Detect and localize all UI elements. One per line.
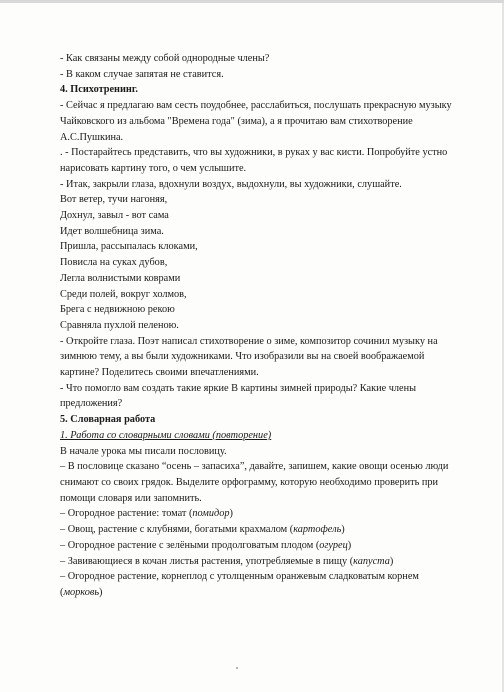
poem-line: Легла волнистыми коврами <box>60 272 181 284</box>
riddle-close: ) <box>229 508 233 520</box>
text-line: снимают со своих грядок. Выделите орфограмму, которую необходимо проверить при <box>60 476 439 488</box>
text-line: . - Постарайтесь представить, что вы художники, в руках у вас кисти. Попробуйте устно <box>60 147 448 159</box>
riddle-text: – Огородное растение, корнеплод с утолщенным оранжевым сладковатым корнем <box>60 571 419 583</box>
riddle-line <box>60 585 460 601</box>
riddle-answer: картофель <box>293 524 342 536</box>
riddle-answer: огурец <box>319 539 348 551</box>
section-heading: 4. Психотренинг. <box>60 84 138 96</box>
riddle-answer: капуста <box>353 555 390 567</box>
text-line: помощи словаря или запомнить. <box>60 492 202 504</box>
text-line: - В каком случае запятая не ставится. <box>60 68 224 80</box>
riddle-open: ( <box>60 586 64 598</box>
riddle-close: ) <box>389 555 394 567</box>
riddle-line <box>60 554 460 570</box>
riddle-text: – Огородное растение: томат ( <box>60 508 193 520</box>
text-line: - Откройте глаза. Поэт написал стихотворение о зиме, композитор сочинил музыку на <box>60 335 438 347</box>
poem-line: Брега с недвижною рекою <box>60 304 175 316</box>
text-line: - Сейчас я предлагаю вам сесть поудобнее, расслабиться, послушать прекрасную музыку <box>60 100 452 112</box>
poem-line: Повисла на суках дубов, <box>60 257 168 269</box>
poem-line: Сравняла пухлой пеленою. <box>60 319 179 331</box>
riddle-line <box>60 538 460 554</box>
riddle-close: ) <box>347 539 352 551</box>
riddle-text: – Овощ, растение с клубнями, богатыми крахмалом ( <box>60 524 294 536</box>
riddle-close: ) <box>341 524 345 536</box>
text-line: зимнюю тему, а вы были художниками. Что изобразили вы на своей воображаемой <box>60 351 425 363</box>
riddle-line <box>60 569 460 585</box>
text-line: - Итак, закрыли глаза, вдохнули воздух, выдохнули, вы художники, слушайте. <box>60 178 402 190</box>
riddle-text: – Завивающиеся в кочан листья растения, употребляемые в пищу ( <box>60 555 354 567</box>
text-line: Чайковского из альбома "Времена года" (зима), а я прочитаю вам стихотворение <box>60 115 413 127</box>
poem-line: Пришла, рассыпалась клоками, <box>60 241 198 253</box>
text-line: А.С.Пушкина. <box>60 131 124 143</box>
section-heading: 5. Словарная работа <box>60 414 156 426</box>
document-body <box>60 51 460 601</box>
subsection-heading: 1. Работа со словарными словами (повторение) <box>60 429 272 441</box>
riddle-answer: помидор <box>192 508 230 520</box>
text-line: - Как связаны между собой однородные члены? <box>60 53 270 64</box>
poem-line: Среди полей, вокруг холмов, <box>60 288 187 300</box>
poem-line: Дохнул, завыл - вот сама <box>60 210 169 222</box>
text-line: нарисовать картину того, о чем услышите. <box>60 162 247 174</box>
poem-line: Вот ветер, тучи нагоняя, <box>60 194 168 206</box>
text-line: - Что помогло вам создать такие яркие В картины зимней природы? Какие члены <box>60 382 417 394</box>
riddle-text: – Огородное растение с зелёными продолговатым плодом ( <box>60 539 320 551</box>
text-line: предложения? <box>60 398 123 410</box>
scan-speck <box>236 667 238 669</box>
text-line: – В пословице сказано “осень – запасиха”, давайте, запишем, какие овощи осенью люди <box>60 461 449 473</box>
riddle-answer: морковь <box>63 586 100 598</box>
riddle-line <box>60 506 460 522</box>
text-line: В начале урока мы писали пословицу. <box>60 445 227 457</box>
poem-line: Идет волшебница зима. <box>60 225 164 237</box>
riddle-close: ) <box>99 586 103 598</box>
riddle-line <box>60 522 460 538</box>
text-line: картине? Поделитесь своими впечатлениями. <box>60 367 259 379</box>
